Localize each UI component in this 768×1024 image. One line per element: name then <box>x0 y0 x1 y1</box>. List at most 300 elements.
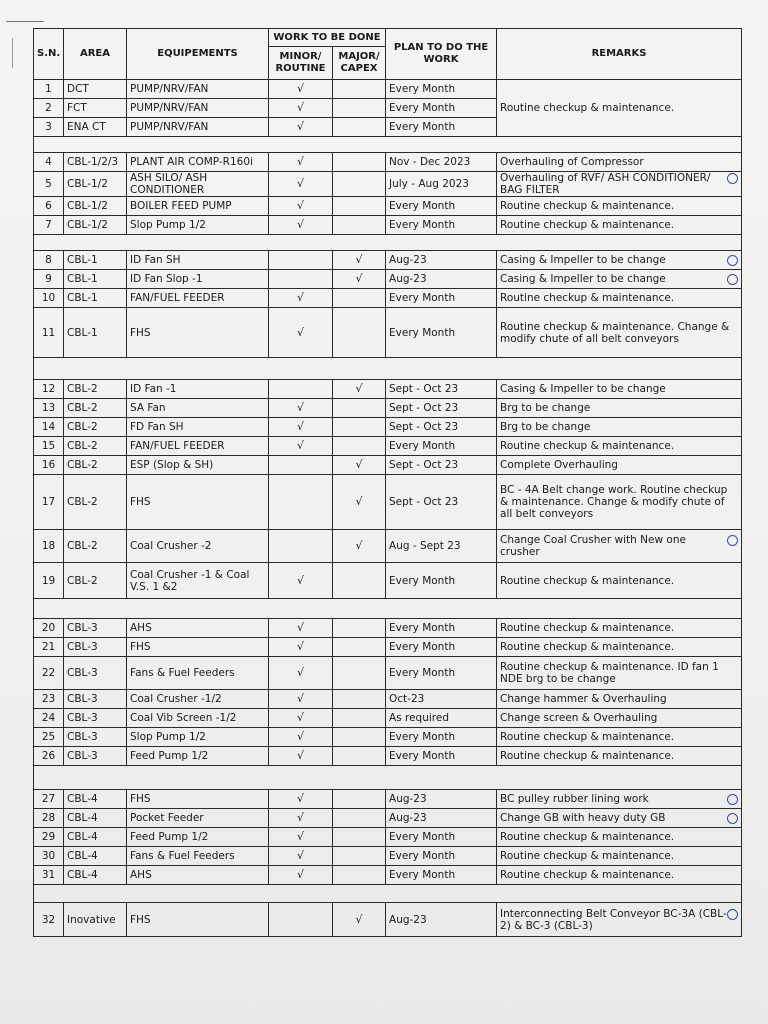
row-minor-check: √ <box>269 418 333 437</box>
separator-cell <box>34 137 742 153</box>
remarks-text: Change hammer & Overhauling <box>500 693 667 705</box>
row-sn: 22 <box>34 657 64 690</box>
row-equipment: ID Fan SH <box>127 251 269 270</box>
table-row <box>34 690 742 709</box>
row-sn: 13 <box>34 399 64 418</box>
row-equipment: PLANT AIR COMP-R160i <box>127 153 269 172</box>
row-plan: Every Month <box>386 437 497 456</box>
row-plan: Aug-23 <box>386 251 497 270</box>
row-equipment: Coal Crusher -1 & Coal V.S. 1 &2 <box>127 563 269 599</box>
remarks-text: Routine checkup & maintenance. <box>500 219 675 231</box>
row-remarks <box>497 790 742 809</box>
row-area: CBL-2 <box>64 418 127 437</box>
header-remarks: REMARKS <box>497 29 742 80</box>
row-major-check <box>333 399 386 418</box>
row-remarks <box>497 657 742 690</box>
table-body <box>34 80 742 937</box>
circle-mark-icon <box>727 813 738 824</box>
row-remarks <box>497 530 742 563</box>
row-area: CBL-2 <box>64 437 127 456</box>
remarks-text: Interconnecting Belt Conveyor BC-3A (CBL-2) & BC-3 (CBL-3) <box>500 907 727 932</box>
row-minor-check: √ <box>269 866 333 885</box>
group-separator <box>34 885 742 903</box>
row-remarks <box>497 728 742 747</box>
row-minor-check: √ <box>269 308 333 358</box>
row-major-check: √ <box>333 270 386 289</box>
row-sn: 25 <box>34 728 64 747</box>
row-major-check: √ <box>333 530 386 563</box>
row-plan: Every Month <box>386 80 497 99</box>
table-row <box>34 289 742 308</box>
table-row <box>34 80 742 99</box>
row-sn: 1 <box>34 80 64 99</box>
table-row <box>34 418 742 437</box>
table-row <box>34 847 742 866</box>
remarks-text: Routine checkup & maintenance. <box>500 574 675 587</box>
row-minor-check: √ <box>269 118 333 137</box>
row-minor-check <box>269 475 333 530</box>
remarks-text: Brg to be change <box>500 421 591 433</box>
edge-mark <box>12 38 13 68</box>
row-plan: Aug-23 <box>386 270 497 289</box>
row-remarks <box>497 563 742 599</box>
row-area: CBL-1 <box>64 251 127 270</box>
row-equipment: Slop Pump 1/2 <box>127 216 269 235</box>
remarks-text: Routine checkup & maintenance. <box>500 200 675 212</box>
row-plan: Sept - Oct 23 <box>386 399 497 418</box>
row-major-check <box>333 437 386 456</box>
row-equipment: BOILER FEED PUMP <box>127 197 269 216</box>
table-row <box>34 809 742 828</box>
table-row <box>34 638 742 657</box>
remarks-text: Complete Overhauling <box>500 459 618 471</box>
row-remarks <box>497 437 742 456</box>
header-major: MAJOR/ CAPEX <box>333 47 386 80</box>
row-equipment: FHS <box>127 638 269 657</box>
row-minor-check: √ <box>269 563 333 599</box>
row-remarks <box>497 828 742 847</box>
remarks-text: Overhauling of RVF/ ASH CONDITIONER/ BAG FILTER <box>500 172 711 196</box>
separator-cell <box>34 599 742 619</box>
circle-mark-icon <box>727 173 738 184</box>
row-equipment: AHS <box>127 866 269 885</box>
row-major-check: √ <box>333 380 386 399</box>
table-row <box>34 790 742 809</box>
remarks-text: Change screen & Overhauling <box>500 712 658 724</box>
row-remarks <box>497 399 742 418</box>
remarks-text: BC - 4A Belt change work. Routine checkup & maintenance. Change & modify chute of all belt conveyors <box>500 484 728 520</box>
row-sn: 14 <box>34 418 64 437</box>
header-work-to-be-done: WORK TO BE DONE <box>269 29 386 47</box>
row-remarks <box>497 638 742 657</box>
row-minor-check: √ <box>269 847 333 866</box>
row-major-check <box>333 172 386 197</box>
row-equipment: FHS <box>127 308 269 358</box>
row-sn: 20 <box>34 619 64 638</box>
row-minor-check: √ <box>269 690 333 709</box>
row-major-check <box>333 709 386 728</box>
row-major-check <box>333 289 386 308</box>
remarks-text: Change GB with heavy duty GB <box>500 812 666 824</box>
table-row <box>34 251 742 270</box>
row-sn: 27 <box>34 790 64 809</box>
row-minor-check <box>269 456 333 475</box>
pen-mark <box>6 21 44 22</box>
row-sn: 4 <box>34 153 64 172</box>
table-row <box>34 475 742 530</box>
remarks-text: Routine checkup & maintenance. <box>500 622 675 634</box>
group-separator <box>34 766 742 790</box>
row-plan: Every Month <box>386 197 497 216</box>
row-major-check <box>333 847 386 866</box>
row-equipment: FHS <box>127 475 269 530</box>
row-plan: July - Aug 2023 <box>386 172 497 197</box>
row-remarks <box>497 197 742 216</box>
row-major-check <box>333 118 386 137</box>
remarks-text: Routine checkup & maintenance. <box>500 731 675 743</box>
row-equipment: Coal Crusher -2 <box>127 530 269 563</box>
row-area: CBL-1 <box>64 289 127 308</box>
table-header <box>34 29 742 80</box>
row-major-check <box>333 619 386 638</box>
row-major-check <box>333 866 386 885</box>
table-row <box>34 530 742 563</box>
row-remarks <box>497 903 742 937</box>
table-row <box>34 866 742 885</box>
row-area: CBL-3 <box>64 638 127 657</box>
row-equipment: AHS <box>127 619 269 638</box>
row-remarks <box>497 289 742 308</box>
table-row <box>34 619 742 638</box>
row-plan: Every Month <box>386 728 497 747</box>
row-minor-check: √ <box>269 197 333 216</box>
row-minor-check <box>269 270 333 289</box>
row-plan: Every Month <box>386 657 497 690</box>
remarks-text: Routine checkup & maintenance. <box>500 292 675 304</box>
row-sn: 2 <box>34 99 64 118</box>
row-equipment: PUMP/NRV/FAN <box>127 99 269 118</box>
row-area: CBL-3 <box>64 747 127 766</box>
row-remarks <box>497 456 742 475</box>
row-remarks <box>497 80 742 137</box>
row-equipment: FD Fan SH <box>127 418 269 437</box>
group-separator <box>34 599 742 619</box>
table-row <box>34 308 742 358</box>
row-area: CBL-1/2 <box>64 197 127 216</box>
row-plan: Every Month <box>386 747 497 766</box>
row-area: CBL-3 <box>64 619 127 638</box>
row-sn: 8 <box>34 251 64 270</box>
row-minor-check: √ <box>269 638 333 657</box>
row-sn: 31 <box>34 866 64 885</box>
row-equipment: PUMP/NRV/FAN <box>127 118 269 137</box>
row-area: CBL-1/2 <box>64 172 127 197</box>
row-remarks <box>497 747 742 766</box>
row-major-check <box>333 563 386 599</box>
row-minor-check: √ <box>269 709 333 728</box>
row-equipment: Pocket Feeder <box>127 809 269 828</box>
row-area: CBL-2 <box>64 563 127 599</box>
group-separator <box>34 137 742 153</box>
remarks-text: Change Coal Crusher with New one crusher <box>500 534 686 558</box>
row-area: CBL-4 <box>64 790 127 809</box>
row-minor-check: √ <box>269 289 333 308</box>
row-area: CBL-3 <box>64 657 127 690</box>
row-area: CBL-1 <box>64 270 127 289</box>
row-sn: 30 <box>34 847 64 866</box>
row-equipment: Fans & Fuel Feeders <box>127 847 269 866</box>
row-area: CBL-2 <box>64 530 127 563</box>
row-minor-check: √ <box>269 747 333 766</box>
row-minor-check: √ <box>269 153 333 172</box>
row-major-check <box>333 790 386 809</box>
table-row <box>34 399 742 418</box>
row-sn: 26 <box>34 747 64 766</box>
row-sn: 6 <box>34 197 64 216</box>
row-remarks <box>497 475 742 530</box>
row-plan: Every Month <box>386 847 497 866</box>
circle-mark-icon <box>727 535 738 546</box>
row-area: CBL-2 <box>64 399 127 418</box>
row-minor-check: √ <box>269 809 333 828</box>
remarks-text: Routine checkup & maintenance. <box>500 440 675 452</box>
table-row <box>34 709 742 728</box>
row-remarks <box>497 690 742 709</box>
row-area: CBL-1/2/3 <box>64 153 127 172</box>
row-sn: 5 <box>34 172 64 197</box>
remarks-text: Routine checkup & maintenance. <box>500 641 675 653</box>
row-area: CBL-2 <box>64 380 127 399</box>
row-minor-check <box>269 380 333 399</box>
row-plan: Nov - Dec 2023 <box>386 153 497 172</box>
row-minor-check: √ <box>269 399 333 418</box>
maintenance-plan-table <box>33 28 742 937</box>
row-major-check <box>333 690 386 709</box>
row-area: FCT <box>64 99 127 118</box>
remarks-text: Routine checkup & maintenance. <box>500 869 675 881</box>
row-major-check <box>333 418 386 437</box>
row-equipment: PUMP/NRV/FAN <box>127 80 269 99</box>
row-major-check <box>333 828 386 847</box>
row-area: CBL-1/2 <box>64 216 127 235</box>
row-major-check <box>333 153 386 172</box>
row-remarks <box>497 418 742 437</box>
row-minor-check: √ <box>269 80 333 99</box>
row-plan: Aug-23 <box>386 903 497 937</box>
remarks-text: Routine checkup & maintenance. ID fan 1 NDE brg to be change <box>500 661 719 685</box>
row-plan: Every Month <box>386 828 497 847</box>
row-remarks <box>497 308 742 358</box>
row-equipment: FAN/FUEL FEEDER <box>127 289 269 308</box>
row-plan: Sept - Oct 23 <box>386 456 497 475</box>
row-remarks <box>497 380 742 399</box>
circle-mark-icon <box>727 274 738 285</box>
row-equipment: ESP (Slop & SH) <box>127 456 269 475</box>
row-minor-check: √ <box>269 728 333 747</box>
header-equipments: EQUIPEMENTS <box>127 29 269 80</box>
table-row <box>34 380 742 399</box>
row-area: CBL-3 <box>64 709 127 728</box>
row-major-check: √ <box>333 903 386 937</box>
row-major-check <box>333 728 386 747</box>
row-area: CBL-3 <box>64 728 127 747</box>
row-plan: As required <box>386 709 497 728</box>
row-area: CBL-4 <box>64 847 127 866</box>
table-row <box>34 456 742 475</box>
row-major-check <box>333 216 386 235</box>
table-row <box>34 216 742 235</box>
row-remarks <box>497 866 742 885</box>
remarks-text: Brg to be change <box>500 402 591 414</box>
row-plan: Every Month <box>386 308 497 358</box>
row-minor-check: √ <box>269 216 333 235</box>
table-row <box>34 747 742 766</box>
table-row <box>34 153 742 172</box>
row-remarks <box>497 216 742 235</box>
row-major-check <box>333 809 386 828</box>
table-row <box>34 172 742 197</box>
row-area: CBL-4 <box>64 828 127 847</box>
remarks-text: Casing & Impeller to be change <box>500 383 666 395</box>
row-equipment: FHS <box>127 903 269 937</box>
row-equipment: ID Fan Slop -1 <box>127 270 269 289</box>
remarks-text: Routine checkup & maintenance. Change & modify chute of all belt conveyors <box>500 320 730 345</box>
row-remarks <box>497 809 742 828</box>
row-major-check: √ <box>333 251 386 270</box>
row-minor-check: √ <box>269 828 333 847</box>
row-major-check <box>333 99 386 118</box>
row-remarks <box>497 153 742 172</box>
row-sn: 23 <box>34 690 64 709</box>
row-sn: 3 <box>34 118 64 137</box>
row-sn: 29 <box>34 828 64 847</box>
row-equipment: SA Fan <box>127 399 269 418</box>
group-separator <box>34 235 742 251</box>
row-sn: 32 <box>34 903 64 937</box>
row-plan: Sept - Oct 23 <box>386 475 497 530</box>
row-equipment: ASH SILO/ ASH CONDITIONER <box>127 172 269 197</box>
row-area: CBL-2 <box>64 475 127 530</box>
row-major-check <box>333 308 386 358</box>
row-area: ENA CT <box>64 118 127 137</box>
row-major-check: √ <box>333 456 386 475</box>
row-plan: Every Month <box>386 289 497 308</box>
remarks-text: Overhauling of Compressor <box>500 156 644 168</box>
circle-mark-icon <box>727 255 738 266</box>
row-minor-check: √ <box>269 619 333 638</box>
row-remarks <box>497 619 742 638</box>
row-area: CBL-4 <box>64 866 127 885</box>
row-plan: Oct-23 <box>386 690 497 709</box>
row-minor-check: √ <box>269 790 333 809</box>
row-plan: Every Month <box>386 99 497 118</box>
table-row <box>34 563 742 599</box>
remarks-text: BC pulley rubber lining work <box>500 793 649 805</box>
row-equipment: Feed Pump 1/2 <box>127 828 269 847</box>
remarks-text: Routine checkup & maintenance. <box>500 850 675 862</box>
row-major-check <box>333 657 386 690</box>
row-area: CBL-2 <box>64 456 127 475</box>
table-row <box>34 270 742 289</box>
header-area: AREA <box>64 29 127 80</box>
row-remarks <box>497 847 742 866</box>
separator-cell <box>34 885 742 903</box>
separator-cell <box>34 766 742 790</box>
table-row <box>34 828 742 847</box>
row-sn: 21 <box>34 638 64 657</box>
table-row <box>34 437 742 456</box>
group-separator <box>34 358 742 380</box>
row-major-check <box>333 638 386 657</box>
row-sn: 16 <box>34 456 64 475</box>
row-major-check <box>333 197 386 216</box>
row-equipment: Slop Pump 1/2 <box>127 728 269 747</box>
header-sn: S.N. <box>34 29 64 80</box>
separator-cell <box>34 358 742 380</box>
row-minor-check: √ <box>269 99 333 118</box>
row-area: Inovative <box>64 903 127 937</box>
row-equipment: Coal Crusher -1/2 <box>127 690 269 709</box>
row-minor-check: √ <box>269 437 333 456</box>
row-plan: Aug-23 <box>386 809 497 828</box>
row-plan: Sept - Oct 23 <box>386 380 497 399</box>
row-equipment: Fans & Fuel Feeders <box>127 657 269 690</box>
row-minor-check: √ <box>269 657 333 690</box>
row-sn: 11 <box>34 308 64 358</box>
header-minor: MINOR/ ROUTINE <box>269 47 333 80</box>
row-equipment: FHS <box>127 790 269 809</box>
table-row <box>34 657 742 690</box>
row-major-check <box>333 80 386 99</box>
table-row <box>34 903 742 937</box>
row-plan: Every Month <box>386 216 497 235</box>
row-sn: 24 <box>34 709 64 728</box>
row-remarks <box>497 270 742 289</box>
row-plan: Every Month <box>386 118 497 137</box>
remarks-text: Routine checkup & maintenance. <box>500 102 675 114</box>
row-equipment: FAN/FUEL FEEDER <box>127 437 269 456</box>
row-minor-check: √ <box>269 172 333 197</box>
row-minor-check <box>269 251 333 270</box>
row-minor-check <box>269 903 333 937</box>
table-row <box>34 728 742 747</box>
circle-mark-icon <box>727 794 738 805</box>
row-plan: Every Month <box>386 866 497 885</box>
row-equipment: Feed Pump 1/2 <box>127 747 269 766</box>
row-sn: 28 <box>34 809 64 828</box>
row-minor-check <box>269 530 333 563</box>
row-plan: Sept - Oct 23 <box>386 418 497 437</box>
row-remarks <box>497 172 742 197</box>
row-plan: Every Month <box>386 638 497 657</box>
separator-cell <box>34 235 742 251</box>
row-sn: 19 <box>34 563 64 599</box>
row-sn: 12 <box>34 380 64 399</box>
row-plan: Aug-23 <box>386 790 497 809</box>
row-sn: 7 <box>34 216 64 235</box>
row-sn: 15 <box>34 437 64 456</box>
row-area: CBL-4 <box>64 809 127 828</box>
row-area: DCT <box>64 80 127 99</box>
row-remarks <box>497 251 742 270</box>
row-major-check: √ <box>333 475 386 530</box>
remarks-text: Casing & Impeller to be change <box>500 254 666 266</box>
row-sn: 17 <box>34 475 64 530</box>
row-sn: 10 <box>34 289 64 308</box>
row-remarks <box>497 709 742 728</box>
row-plan: Every Month <box>386 563 497 599</box>
circle-mark-icon <box>727 909 738 920</box>
